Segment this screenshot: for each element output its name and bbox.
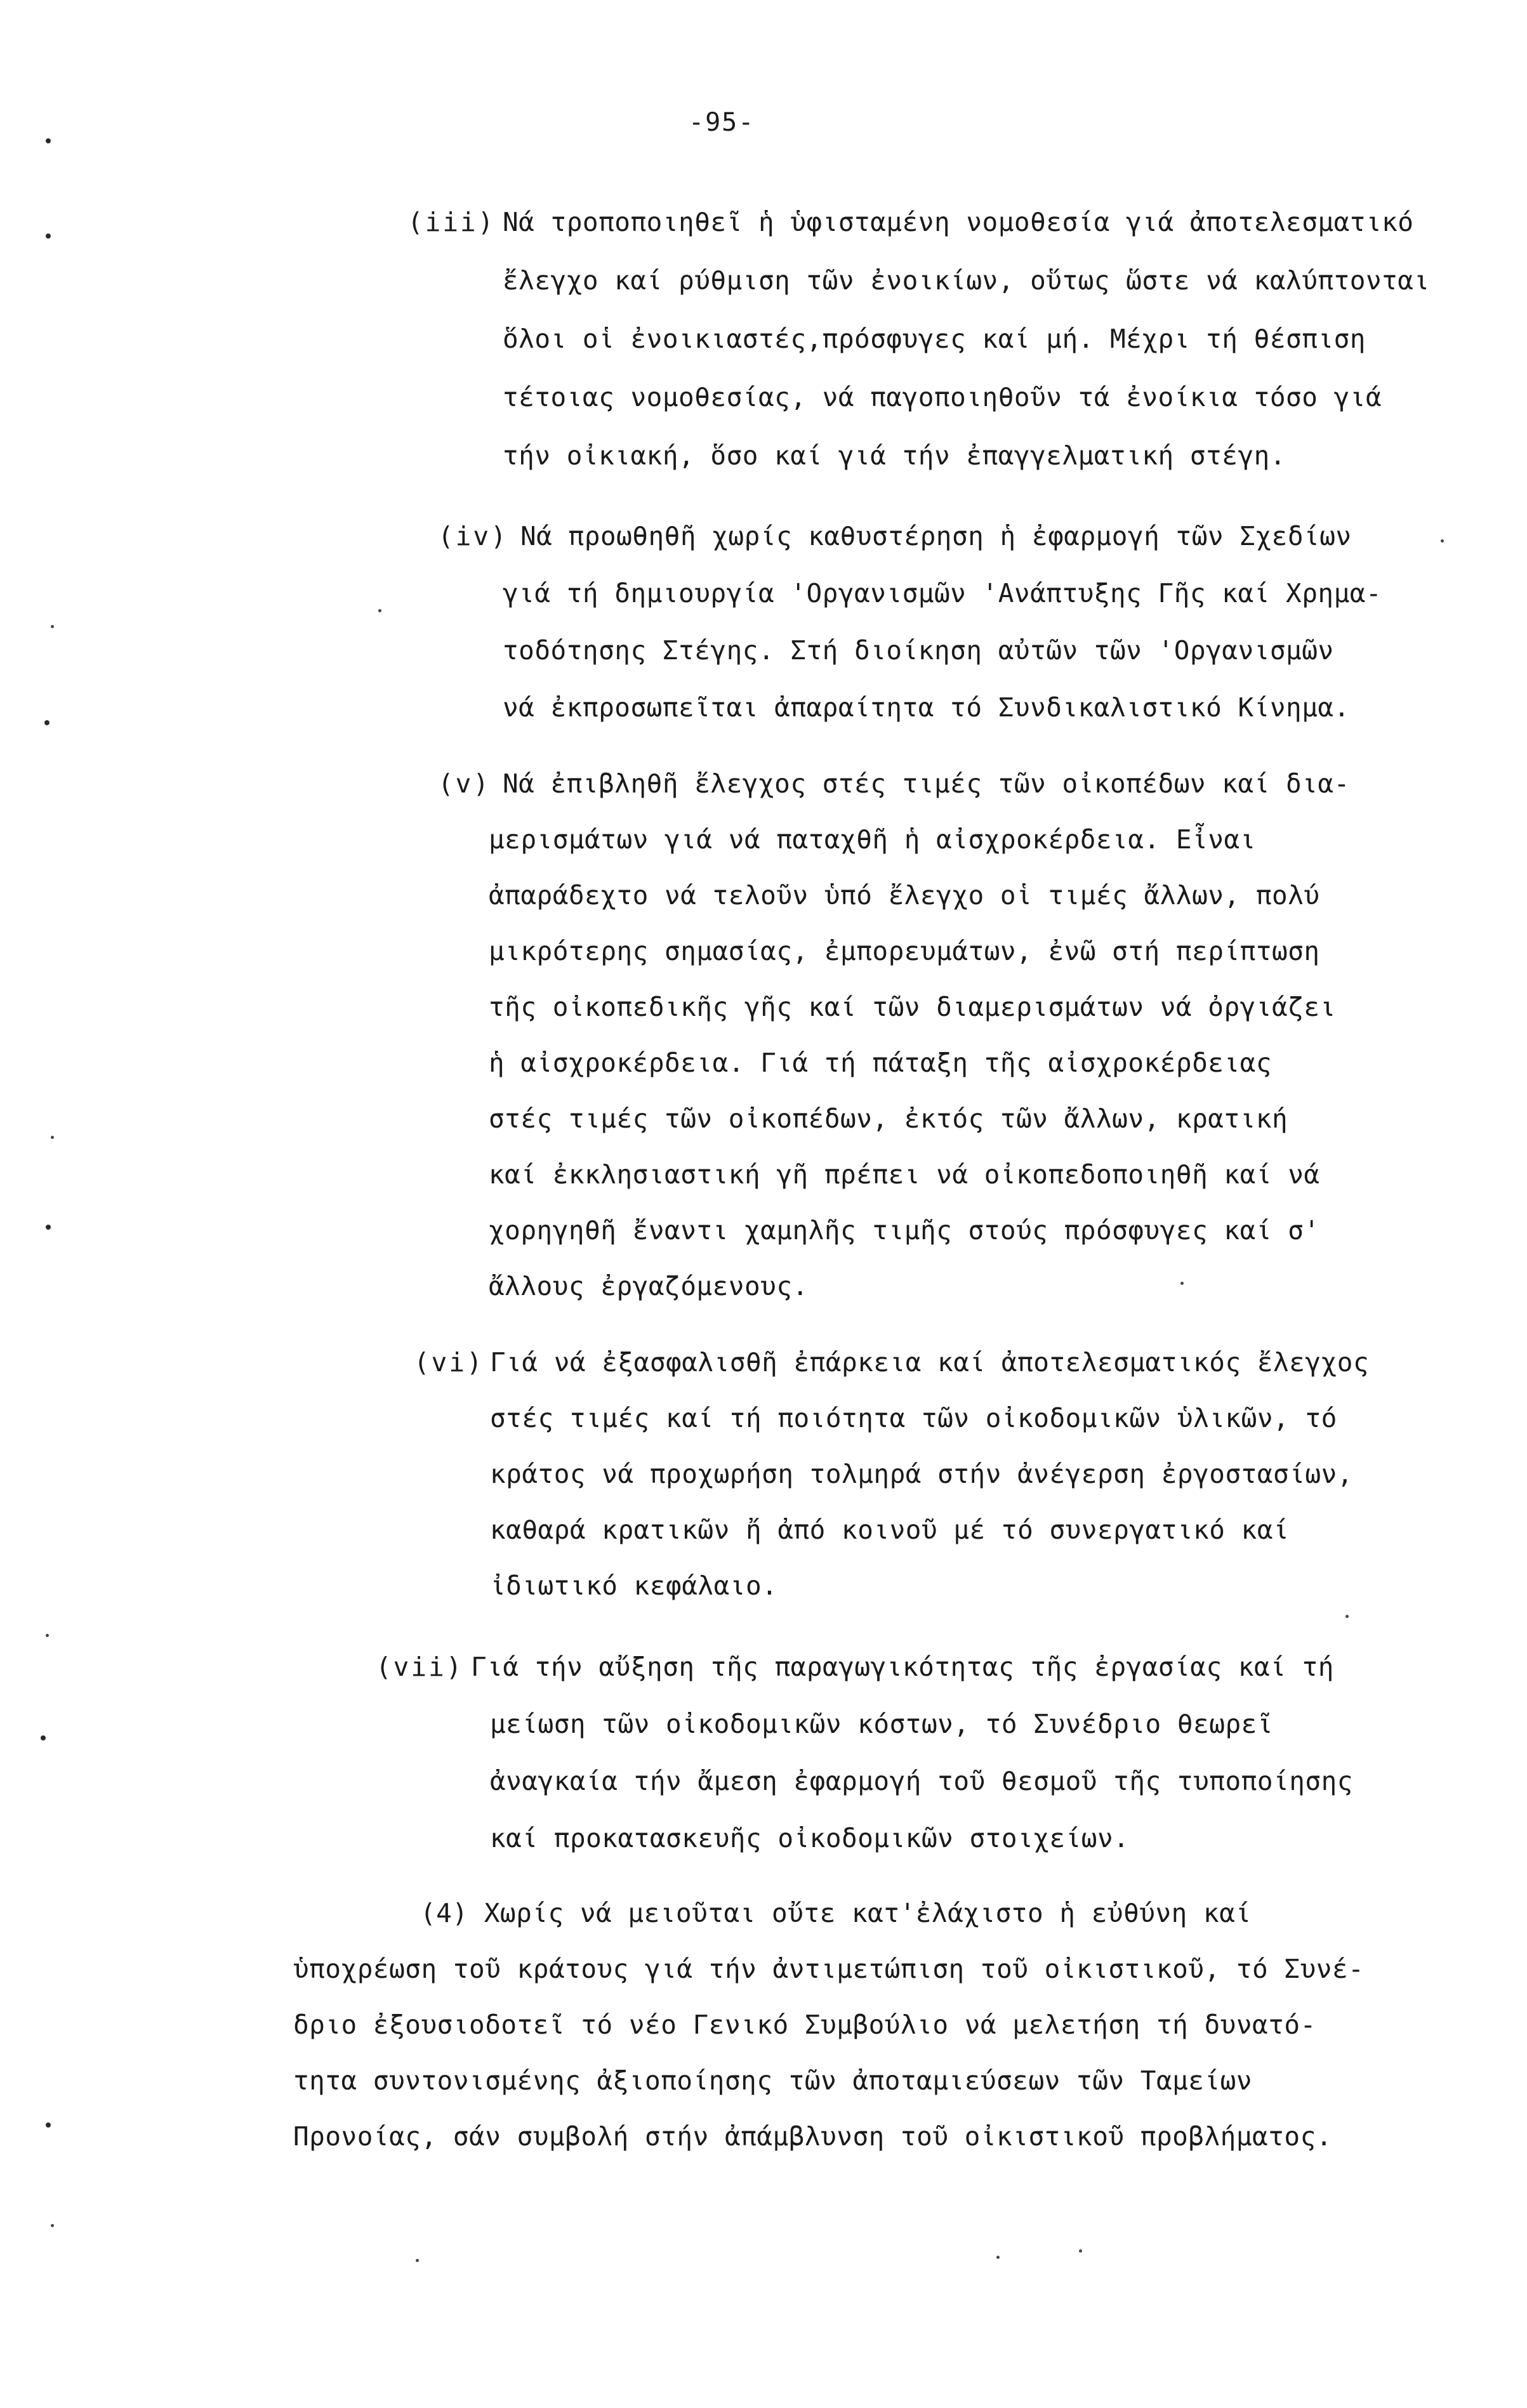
scan-speck [46, 1225, 51, 1230]
paragraph-4-line-4: τητα συντονισμένης ἀξιοποίησης τῶν ἀποταμιεύσεων τῶν Ταμείων [293, 2065, 1253, 2096]
item-vi-line-4: καθαρά κρατικῶν ἤ ἀπό κοινοῦ μέ τό συνεργατικό καί [490, 1515, 1290, 1545]
item-iii-line-2: ἔλεγχο καί ρύθμιση τῶν ἐνοικίων, οὕτως ὥστε νά καλύπτονται [503, 265, 1430, 296]
item-iii-line-5: τήν οἰκιακή, ὅσο καί γιά τήν ἐπαγγελματική στέγη. [503, 440, 1286, 471]
item-v-line-2: μερισμάτων γιά νά παταχθῆ ἡ αἰσχροκέρδεια. Εἶναι [489, 824, 1256, 855]
scan-speck [996, 2256, 1000, 2259]
paragraph-4-line-5: Προνοίας, σάν συμβολή στήν ἀπάμβλυνση τοῦ οἰκιστικοῦ προβλήματος. [293, 2121, 1332, 2152]
paragraph-4-line-3: δριο ἐξουσιοδοτεῖ τό νέο Γενικό Συμβούλιο νά μελετήση τή δυνατό- [293, 2010, 1316, 2040]
paragraph-4-line-2: ὑποχρέωση τοῦ κράτους γιά τήν ἀντιμετώπιση τοῦ οἰκιστικοῦ, τό Συνέ- [293, 1954, 1365, 1984]
item-v-line-6: ἡ αἰσχροκέρδεια. Γιά τή πάταξη τῆς αἰσχροκέρδειας [489, 1048, 1272, 1078]
item-iv-line-3: τοδότησης Στέγης. Στή διοίκηση αὐτῶν τῶν 'Οργανισμῶν [503, 635, 1334, 666]
item-marker-vi: (vi) [414, 1347, 484, 1378]
scan-speck [51, 625, 54, 628]
item-vii-line-3: ἀναγκαία τήν ἄμεση ἐφαρμογή τοῦ θεσμοῦ τῆς τυποποίησης [490, 1766, 1353, 1796]
item-v-line-5: τῆς οἰκοπεδικῆς γῆς καί τῶν διαμερισμάτων νά ὀργιάζει [489, 992, 1336, 1022]
item-marker-vii: (vii) [376, 1652, 464, 1682]
item-marker-iv: (iv) [438, 521, 508, 551]
item-vii-line-1: Γιά τήν αὔξηση τῆς παραγωγικότητας τῆς ἐργασίας καί τή [471, 1652, 1334, 1682]
scan-speck [41, 1735, 46, 1740]
scan-speck [1441, 539, 1444, 543]
paragraph-4-first-line: (4) Χωρίς νά μειοῦται οὔτε κατ'ἐλάχιστο ἡ εὐθύνη καί [420, 1898, 1252, 1928]
page-number: -95- [689, 108, 755, 137]
scan-speck [378, 609, 381, 612]
item-iii-line-4: τέτοιας νομοθεσίας, νά παγοποιηθοῦν τά ἐνοίκια τόσο γιά [503, 382, 1382, 412]
item-iv-line-4: νά ἐκπροσωπεῖται ἀπαραίτητα τό Συνδικαλιστικό Κίνημα. [503, 692, 1350, 723]
item-marker-v: (v) [438, 768, 491, 799]
scan-speck [1345, 1615, 1349, 1618]
item-vi-line-2: στές τιμές καί τή ποιότητα τῶν οἰκοδομικῶν ὑλικῶν, τό [490, 1403, 1337, 1433]
scan-speck [1079, 2249, 1082, 2253]
scan-speck [46, 1634, 49, 1637]
scan-speck [51, 2224, 54, 2227]
scan-speck [46, 2122, 51, 2128]
item-marker-iii: (iii) [407, 207, 496, 237]
item-v-line-7: στές τιμές τῶν οἰκοπέδων, ἐκτός τῶν ἄλλων, κρατική [489, 1103, 1288, 1134]
item-v-line-1: Νά ἐπιβληθῆ ἔλεγχος στές τιμές τῶν οἰκοπέδων καί δια- [503, 768, 1350, 799]
item-vii-line-4: καί προκατασκευῆς οἰκοδομικῶν στοιχείων. [490, 1823, 1130, 1853]
item-vi-line-5: ἰδιωτικό κεφάλαιο. [490, 1570, 778, 1601]
item-v-line-3: ἀπαράδεχτο νά τελοῦν ὑπό ἔλεγχο οἱ τιμές ἄλλων, πολύ [489, 880, 1320, 911]
scan-speck [51, 1136, 54, 1139]
item-iii-line-3: ὅλοι οἱ ἐνοικιαστές,πρόσφυγες καί μή. Μέχρι τή θέσπιση [503, 324, 1366, 354]
item-iv-line-1: Νά προωθηθῆ χωρίς καθυστέρηση ἡ ἐφαρμογή τῶν Σχεδίων [520, 521, 1352, 551]
item-vi-line-1: Γιά νά ἐξασφαλισθῆ ἐπάρκεια καί ἀποτελεσματικός ἔλεγχος [490, 1347, 1370, 1378]
item-v-line-10: ἄλλους ἐργαζόμενους. [489, 1271, 809, 1301]
item-iii-line-1: Νά τροποποιηθεῖ ἡ ὑφισταμένη νομοθεσία γιά ἀποτελεσματικό [503, 207, 1414, 237]
item-iv-line-2: γιά τή δημιουργία 'Οργανισμῶν 'Ανάπτυξης Γῆς καί Χρημα- [503, 578, 1382, 609]
scan-speck [46, 234, 51, 239]
item-v-line-4: μικρότερης σημασίας, ἐμπορευμάτων, ἐνῶ στή περίπτωση [489, 936, 1320, 966]
scan-speck [1180, 1282, 1184, 1285]
scan-speck [416, 2259, 419, 2262]
item-v-line-9: χορηγηθῆ ἔναντι χαμηλῆς τιμῆς στούς πρόσφυγες καί σ' [489, 1215, 1320, 1246]
item-vi-line-3: κράτος νά προχωρήση τολμηρά στήν ἀνέγερση ἐργοστασίων, [490, 1459, 1353, 1489]
scan-speck [44, 720, 50, 725]
scan-speck [46, 138, 51, 143]
item-vii-line-2: μείωση τῶν οἰκοδομικῶν κόστων, τό Συνέδριο θεωρεῖ [490, 1709, 1274, 1739]
item-v-line-8: καί ἐκκλησιαστική γῆ πρέπει νά οἰκοπεδοποιηθῆ καί νά [489, 1159, 1320, 1190]
